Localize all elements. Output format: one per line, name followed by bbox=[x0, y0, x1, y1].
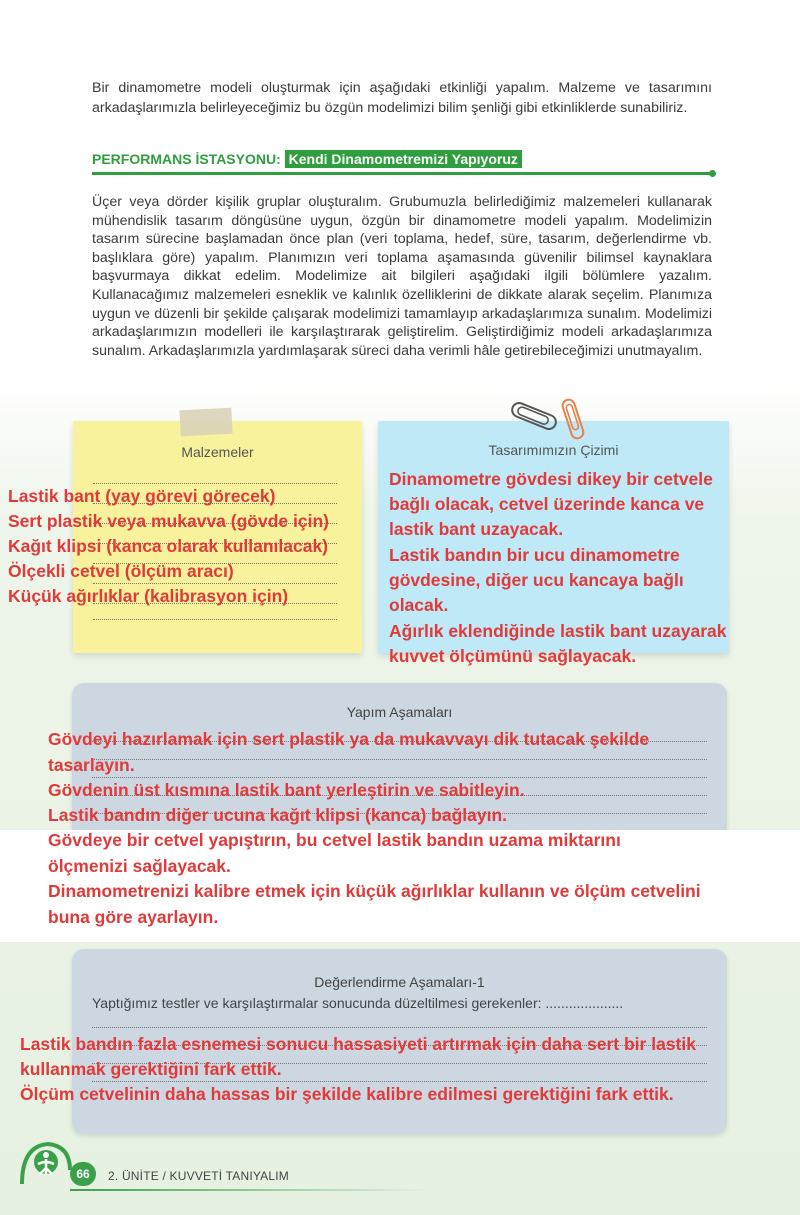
heading-underline bbox=[92, 172, 712, 175]
evaluation-title: Değerlendirme Aşamaları-1 bbox=[314, 974, 485, 990]
unit-logo-icon bbox=[18, 1140, 74, 1188]
design-answer: Ağırlık eklendiğinde lastik bant uzayarak bbox=[389, 621, 727, 641]
design-answer: lastik bant uzayacak. bbox=[389, 519, 564, 539]
materials-answer: Ölçekli cetvel (ölçüm aracı) bbox=[8, 561, 234, 581]
design-answer: bağlı olacak, cetvel üzerinde kanca ve bbox=[389, 494, 705, 514]
performance-instructions: Üçer veya dörder kişilik gruplar oluşturalım. Grubumuzla belirlediğimiz malzemeleri kullanarak mühendislik tasarım döngüsüne uygun, özgün bir dinamometre modeli yapalım. Modelimizin tasarım sürecine başlamadan önce plan (veri toplama, hedef, süre, tasarım, değerlendirme vb. başlıklara göre) yapalım. Planımızın veri toplama aşamasında güvenilir bilimsel kaynaklara başvurmaya dikkat edelim. Modelimize ait bilgileri aşağıdaki ilgili bölümlere yazalım. Kullanacağımız malzemeleri esneklik ve kalınlık özelliklerini de dikkate alarak seçelim. Planımıza uygun ve düzenli bir şekilde çalışarak modelimizi tamamlayıp arkadaşlarımıza sunalım. Modelimizi arkadaşlarımızın modelleri ile karşılaştırarak geliştirelim. Geliştirdiğimiz modeli arkadaşlarımıza sunalım. Arkadaşlarımızla yardımlaşarak süreci daha verimli hâle getirebileceğimizi unutmayalım. bbox=[92, 194, 712, 359]
answer-line bbox=[92, 1027, 707, 1028]
page-number: 66 bbox=[70, 1162, 96, 1186]
unit-title: 2. ÜNİTE / KUVVETİ TANIYALIM bbox=[108, 1169, 289, 1183]
intro-paragraph: Bir dinamometre modeli oluşturmak için aşağıdaki etkinliği yapalım. Malzeme ve tasarımını arkadaşlarımızla belirleyeceğimiz bu özgün modelimizi bilim şenliği gibi etkinliklerde sunabiliriz. bbox=[92, 80, 712, 116]
tape-strip bbox=[179, 408, 232, 437]
materials-answer: Lastik bant (yay görevi görecek) bbox=[8, 486, 276, 506]
evaluation-prompt: Yaptığımız testler ve karşılaştırmalar sonucunda düzeltilmesi gerekenler: .................... bbox=[92, 995, 624, 1011]
construction-answer: Dinamometrenizi kalibre etmek için küçük ağırlıklar kullanın ve ölçüm cetvelini bbox=[48, 881, 701, 901]
construction-answer: Gövdeye bir cetvel yapıştırın, bu cetvel lastik bandın uzama miktarını bbox=[48, 830, 621, 850]
materials-title: Malzemeler bbox=[181, 444, 254, 460]
performance-title: Kendi Dinamometremizi Yapıyoruz bbox=[285, 150, 522, 168]
construction-title: Yapım Aşamaları bbox=[346, 704, 453, 720]
answer-line bbox=[92, 759, 707, 760]
construction-answer: tasarlayın. bbox=[48, 755, 135, 775]
construction-answer: Gövdeyi hazırlamak için sert plastik ya da mukavvayı dik tutacak şekilde bbox=[48, 729, 650, 749]
evaluation-answer: kullanmak gerektiğini fark ettik. bbox=[20, 1059, 282, 1079]
construction-answer: Lastik bandın diğer ucuna kağıt klipsi (kanca) bağlayın. bbox=[48, 805, 507, 825]
design-answer: olacak. bbox=[389, 595, 449, 615]
performance-label: PERFORMANS İSTASYONU: bbox=[92, 151, 281, 167]
paper-clip-icon bbox=[505, 395, 595, 445]
performance-station-heading bbox=[92, 151, 522, 167]
materials-answer: Küçük ağırlıklar (kalibrasyon için) bbox=[8, 586, 289, 606]
construction-answer: buna göre ayarlayın. bbox=[48, 907, 219, 927]
footer-line bbox=[70, 1189, 430, 1191]
design-title: Tasarımımızın Çizimi bbox=[488, 442, 619, 458]
materials-answer: Sert plastik veya mukavva (gövde için) bbox=[8, 511, 329, 531]
answer-line bbox=[93, 619, 337, 620]
materials-answer: Kağıt klipsi (kanca olarak kullanılacak) bbox=[8, 536, 328, 556]
evaluation-answer: Lastik bandın fazla esnemesi sonucu hassasiyeti artırmak için daha sert bir lastik bbox=[20, 1034, 696, 1054]
design-answer: gövdesine, diğer ucu kancaya bağlı bbox=[389, 570, 684, 590]
evaluation-answer: Ölçüm cetvelinin daha hassas bir şekilde kalibre edilmesi gerektiğini fark ettik. bbox=[20, 1084, 674, 1104]
construction-answer: ölçmenizi sağlayacak. bbox=[48, 856, 231, 876]
design-answer: Lastik bandın bir ucu dinamometre bbox=[389, 545, 680, 565]
design-answer: Dinamometre gövdesi dikey bir cetvele bbox=[389, 469, 713, 489]
design-answer: kuvvet ölçümünü sağlayacak. bbox=[389, 646, 637, 666]
construction-answer: Gövdenin üst kısmına lastik bant yerleştirin ve sabitleyin. bbox=[48, 780, 525, 800]
